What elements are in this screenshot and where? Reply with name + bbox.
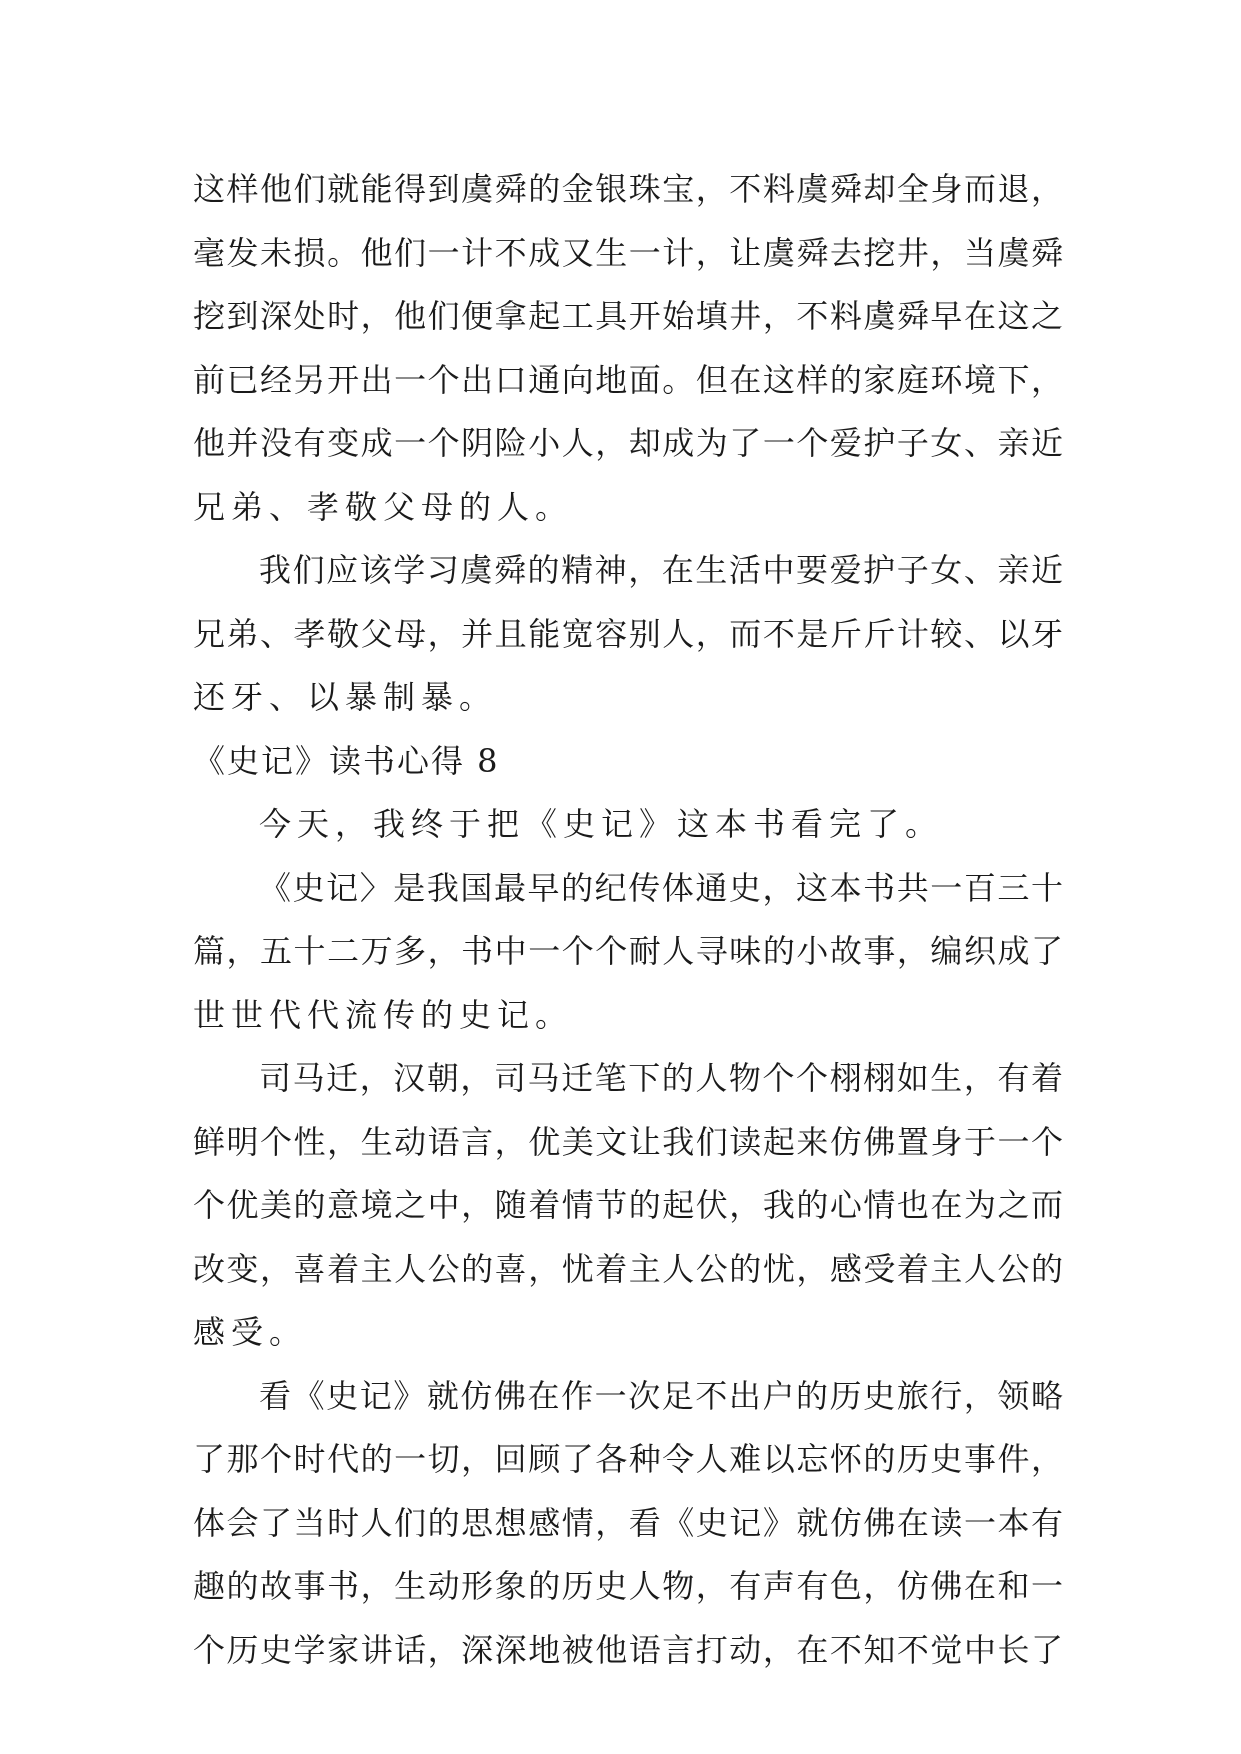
text-line: 司马迁，汉朝，司马迁笔下的人物个个栩栩如生，有着	[259, 1059, 1063, 1097]
text-line: 看《史记》就仿佛在作一次足不出户的历史旅行，领略	[259, 1376, 1063, 1415]
section-heading: 《史记》读书心得 8	[193, 741, 500, 780]
text-line: 还牙、以暴制暴。	[193, 678, 498, 716]
text-line: 鲜明个性，生动语言，优美文让我们读起来仿佛置身于一个	[193, 1122, 1063, 1161]
text-line: 挖到深处时，他们便拿起工具开始填井，不料虞舜早在这之	[193, 297, 1063, 335]
text-line: 篇，五十二万多，书中一个个耐人寻味的小故事，编织成了	[193, 932, 1063, 970]
text-line: 今天，我终于把《史记》这本书看完了。	[259, 805, 944, 843]
text-line: 个历史学家讲话，深深地被他语言打动，在不知不觉中长了	[193, 1630, 1063, 1669]
text-line: 这样他们就能得到虞舜的金银珠宝，不料虞舜却全身而退，	[193, 170, 1063, 208]
text-line: 兄弟、孝敬父母的人。	[193, 487, 574, 526]
text-line: 个优美的意境之中，随着情节的起伏，我的心情也在为之而	[193, 1186, 1063, 1224]
text-line: 体会了当时人们的思想感情，看《史记》就仿佛在读一本有	[193, 1503, 1063, 1542]
text-line: 《史记〉是我国最早的纪传体通史，这本书共一百三十	[259, 868, 1063, 907]
text-line: 他并没有变成一个阴险小人，却成为了一个爱护子女、亲近	[193, 424, 1063, 462]
text-line: 我们应该学习虞舜的精神，在生活中要爱护子女、亲近	[259, 551, 1063, 589]
text-line: 感受。	[193, 1313, 308, 1351]
text-line: 前已经另开出一个出口通向地面。但在这样的家庭环境下，	[193, 360, 1063, 399]
text-line: 了那个时代的一切，回顾了各种令人难以忘怀的历史事件，	[193, 1440, 1063, 1478]
text-line: 世世代代流传的史记。	[193, 995, 574, 1034]
text-line: 毫发未损。他们一计不成又生一计，让虞舜去挖井，当虞舜	[193, 233, 1063, 272]
text-line: 趣的故事书，生动形象的历史人物，有声有色，仿佛在和一	[193, 1567, 1063, 1605]
text-line: 改变，喜着主人公的喜，忧着主人公的忧，感受着主人公的	[193, 1249, 1063, 1288]
document-body	[193, 158, 1063, 1682]
text-line: 兄弟、孝敬父母，并且能宽容别人，而不是斤斤计较、以牙	[193, 614, 1063, 653]
